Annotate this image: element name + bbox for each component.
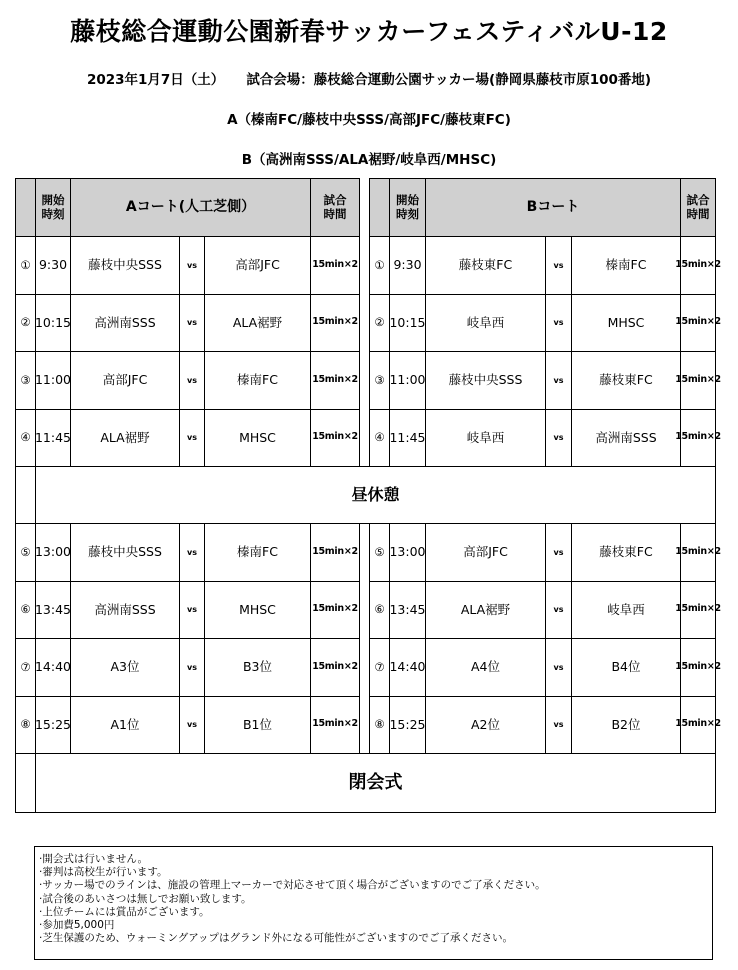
match-number-b-text: ⑤ (374, 544, 385, 559)
vs-label-b (545, 696, 572, 755)
vs-label-b (545, 409, 572, 468)
match-number-b-text: ⑥ (374, 602, 385, 617)
match-format-a (310, 409, 360, 468)
match-format-a-text: 15min×2 (312, 373, 358, 385)
match-number-b (369, 581, 390, 640)
away-team-b (571, 409, 681, 468)
vs-label-b (545, 581, 572, 640)
match-format-a (310, 294, 360, 353)
home-team-b-text: 高部JFC (463, 544, 508, 560)
vs-label-a-text: vs (187, 433, 197, 443)
match-format-a-text: 15min×2 (312, 718, 358, 730)
match-time-b (389, 696, 426, 755)
home-team-b (425, 409, 546, 468)
home-team-a (70, 638, 180, 697)
match-number-b (369, 236, 390, 295)
match-time-a-text: 11:00 (34, 372, 72, 388)
match-format-a-text: 15min×2 (312, 316, 358, 328)
away-team-b (571, 696, 681, 755)
home-team-b (425, 523, 546, 582)
match-time-b-text: 11:45 (389, 429, 426, 445)
note-line: ·審判は高校生が行います。 (39, 866, 168, 879)
home-team-a (70, 236, 180, 295)
group-b-teams: B（高洲南SSS/ALA裾野/岐阜西/MHSC) (241, 152, 497, 168)
match-number-a (15, 581, 36, 640)
match-number-a-text: ⑧ (20, 717, 31, 732)
match-format-b-text: 15min×2 (675, 603, 721, 615)
away-team-b-text: 榛南FC (605, 257, 647, 273)
match-number-b (369, 638, 390, 697)
home-team-a (70, 581, 180, 640)
match-format-b (675, 696, 721, 755)
match-number-b-text: ① (374, 257, 385, 272)
closing-ceremony (35, 753, 716, 813)
away-team-a-text: 榛南FC (237, 544, 278, 560)
match-format-b-text: 15min×2 (675, 545, 721, 557)
match-number-a (15, 351, 36, 410)
home-team-b (425, 581, 546, 640)
vs-label-a (179, 523, 205, 582)
home-team-a (70, 409, 180, 468)
match-format-b (675, 294, 721, 353)
match-time-b-text: 13:00 (389, 544, 426, 560)
away-team-b-text: MHSC (607, 314, 645, 330)
match-number-b (369, 696, 390, 755)
vs-label-a-text: vs (187, 547, 197, 557)
vs-label-a (179, 638, 205, 697)
vs-label-b-text: vs (553, 605, 564, 615)
match-number-b-text: ④ (374, 430, 385, 445)
vs-label-a-text: vs (187, 375, 197, 385)
event-info (0, 68, 738, 88)
header-duration-a (310, 178, 360, 237)
match-time-a (35, 696, 71, 755)
vs-label-a (179, 409, 205, 468)
match-format-a (310, 236, 360, 295)
home-team-a-text: ALA裾野 (100, 429, 150, 445)
header-court-b-text: Bコート (526, 199, 580, 216)
match-time-b (389, 638, 426, 697)
vs-label-b (545, 523, 572, 582)
away-team-b (571, 294, 681, 353)
match-format-a-text: 15min×2 (312, 660, 358, 672)
note-line: ·開会式は行いません。 (39, 853, 148, 865)
vs-label-b-text: vs (553, 720, 564, 730)
vs-label-a (179, 236, 205, 295)
away-team-b (571, 236, 681, 295)
match-format-b-text: 15min×2 (675, 316, 721, 328)
header-start-time-a-text: 開始 時刻 (41, 193, 65, 221)
match-number-a-text: ① (20, 257, 31, 272)
vs-label-a-text: vs (187, 260, 197, 270)
away-team-b-text: 岐阜西 (607, 601, 645, 617)
match-number-b-text: ⑧ (374, 717, 385, 732)
vs-label-b-text: vs (553, 662, 564, 672)
match-time-b (389, 351, 426, 410)
home-team-b-text: A2位 (470, 716, 500, 732)
match-time-a (35, 638, 71, 697)
match-format-a (310, 523, 360, 582)
away-team-a (204, 581, 311, 640)
lunch-blank-cell (15, 466, 36, 524)
away-team-b-text: B4位 (611, 659, 641, 675)
match-format-a-text: 15min×2 (312, 603, 358, 615)
home-team-a-text: A3位 (110, 659, 140, 675)
match-time-a-text: 14:40 (34, 659, 72, 675)
vs-label-b-text: vs (553, 318, 564, 328)
header-start-time-b-text: 開始 時刻 (396, 193, 419, 221)
match-number-b-text: ⑦ (374, 659, 385, 674)
match-number-a (15, 409, 36, 468)
match-format-b (675, 523, 721, 582)
event-date: 2023年1月7日（土） (86, 72, 225, 88)
match-format-a-text: 15min×2 (312, 545, 358, 557)
vs-label-b (545, 236, 572, 295)
home-team-b-text: 岐阜西 (466, 429, 505, 445)
header-court-a-text: Aコート(人工芝側） (125, 199, 256, 216)
match-format-b-text: 15min×2 (675, 660, 721, 672)
notes-box (34, 846, 713, 960)
match-number-b-text: ③ (374, 372, 385, 387)
vs-label-a (179, 581, 205, 640)
away-team-a-text: B1位 (242, 716, 273, 732)
match-time-b-text: 10:15 (389, 314, 426, 330)
home-team-a (70, 294, 180, 353)
match-time-b (389, 581, 426, 640)
match-time-a-text: 15:25 (34, 716, 72, 732)
away-team-b-text: 高洲南SSS (595, 429, 657, 445)
vs-label-b (545, 294, 572, 353)
match-time-b (389, 294, 426, 353)
match-format-b-text: 15min×2 (675, 718, 721, 730)
home-team-b (425, 696, 546, 755)
away-team-b-text: 藤枝東FC (599, 372, 653, 388)
note-line: ·サッカー場でのラインは、施設の管理上マーカーで対応させて頂く場合がございますのでご了承ください。 (39, 879, 546, 892)
away-team-a-text: MHSC (239, 601, 276, 617)
vs-label-b (545, 351, 572, 410)
match-number-a-text: ⑥ (20, 602, 31, 617)
home-team-a (70, 523, 180, 582)
away-team-b (571, 351, 681, 410)
vs-label-a (179, 294, 205, 353)
home-team-b (425, 638, 546, 697)
match-time-a-text: 11:45 (34, 429, 72, 445)
match-format-a-text: 15min×2 (312, 258, 358, 270)
match-format-a (310, 638, 360, 697)
away-team-a (204, 294, 311, 353)
match-time-a (35, 294, 71, 353)
home-team-b-text: A4位 (470, 659, 500, 675)
away-team-a-text: B3位 (242, 659, 273, 675)
home-team-a-text: 藤枝中央SSS (88, 544, 162, 560)
header-duration-b (680, 178, 716, 237)
match-format-a-text: 15min×2 (312, 431, 358, 443)
match-time-a-text: 9:30 (38, 257, 68, 273)
vs-label-a-text: vs (187, 720, 197, 730)
match-number-b-text: ② (374, 315, 385, 330)
schedule-table (15, 178, 721, 813)
away-team-b-text: B2位 (611, 716, 641, 732)
match-format-a (310, 351, 360, 410)
match-number-b (369, 409, 390, 468)
match-number-a-text: ⑦ (20, 659, 31, 674)
away-team-a (204, 696, 311, 755)
lunch-break-text: 昼休憩 (351, 484, 400, 504)
match-number-a (15, 638, 36, 697)
match-number-a-text: ③ (20, 372, 31, 387)
match-time-a (35, 581, 71, 640)
page-title: 藤枝総合運動公園新春サッカーフェスティバルU-12 (70, 17, 668, 46)
home-team-b-text: 藤枝中央SSS (448, 372, 523, 388)
match-format-b (675, 351, 721, 410)
vs-label-a-text: vs (187, 662, 197, 672)
away-team-b-text: 藤枝東FC (599, 544, 653, 560)
match-format-a (310, 581, 360, 640)
match-time-b-text: 14:40 (389, 659, 426, 675)
home-team-a-text: 高洲南SSS (94, 314, 156, 330)
note-line: ·上位チームには賞品がございます。 (39, 905, 210, 918)
event-venue: 試合会場：藤枝総合運動公園サッカー場(静岡県藤枝市原100番地) (246, 72, 652, 88)
away-team-a-text: ALA裾野 (232, 314, 283, 330)
vs-label-b-text: vs (553, 433, 564, 443)
home-team-b (425, 294, 546, 353)
header-blank-a (15, 178, 36, 237)
match-time-b-text: 13:45 (389, 601, 426, 617)
header-court-b (425, 178, 681, 237)
home-team-b-text: ALA裾野 (460, 601, 511, 617)
away-team-a-text: 高部JFC (235, 257, 280, 273)
home-team-b-text: 岐阜西 (466, 314, 505, 330)
match-format-b-text: 15min×2 (675, 373, 721, 385)
away-team-b (571, 581, 681, 640)
header-blank-b (369, 178, 390, 237)
match-number-a (15, 523, 36, 582)
match-time-a-text: 10:15 (34, 314, 72, 330)
away-team-b (571, 638, 681, 697)
home-team-a-text: A1位 (110, 716, 140, 732)
match-number-a (15, 696, 36, 755)
match-number-a (15, 294, 36, 353)
vs-label-b-text: vs (553, 375, 564, 385)
match-time-a (35, 236, 71, 295)
match-time-b (389, 523, 426, 582)
away-team-a (204, 351, 311, 410)
vs-label-a (179, 351, 205, 410)
header-start-time-b (389, 178, 426, 237)
home-team-a (70, 696, 180, 755)
match-format-b (675, 236, 721, 295)
match-time-a (35, 351, 71, 410)
match-format-b (675, 409, 721, 468)
closing-blank-cell (15, 753, 36, 813)
match-time-b-text: 15:25 (389, 716, 426, 732)
home-team-b (425, 236, 546, 295)
match-number-a-text: ② (20, 315, 31, 330)
away-team-b (571, 523, 681, 582)
away-team-a (204, 236, 311, 295)
match-time-b-text: 11:00 (389, 372, 426, 388)
note-line: ·参加費5,000円 (39, 919, 115, 932)
header-duration-b-text: 試合 時間 (686, 193, 710, 221)
header-court-a (70, 178, 311, 237)
vs-label-b-text: vs (553, 260, 564, 270)
home-team-b-text: 藤枝東FC (458, 257, 513, 273)
vs-label-b (545, 638, 572, 697)
match-time-a-text: 13:45 (34, 601, 72, 617)
match-time-b (389, 409, 426, 468)
match-time-a-text: 13:00 (34, 544, 72, 560)
match-time-a (35, 523, 71, 582)
home-team-a-text: 高洲南SSS (94, 601, 156, 617)
home-team-a-text: 藤枝中央SSS (88, 257, 162, 273)
away-team-a (204, 523, 311, 582)
home-team-b (425, 351, 546, 410)
away-team-a-text: 榛南FC (237, 372, 278, 388)
vs-label-a-text: vs (187, 318, 197, 328)
home-team-a (70, 351, 180, 410)
match-number-b (369, 523, 390, 582)
vs-label-a-text: vs (187, 605, 197, 615)
vs-label-b-text: vs (553, 547, 564, 557)
match-format-b (675, 638, 721, 697)
group-a-teams: A（榛南FC/藤枝中央SSS/高部JFC/藤枝東FC) (227, 112, 511, 128)
match-number-b (369, 351, 390, 410)
match-format-a (310, 696, 360, 755)
match-number-a-text: ④ (20, 430, 31, 445)
lunch-break (35, 466, 716, 524)
away-team-a (204, 638, 311, 697)
match-time-b (389, 236, 426, 295)
away-team-a-text: MHSC (239, 429, 276, 445)
match-number-a (15, 236, 36, 295)
note-line: ·芝生保護のため、ウォーミングアップはグランド外になる可能性がございますのでご了承ください。 (39, 932, 514, 945)
match-format-b-text: 15min×2 (675, 431, 721, 443)
match-format-b-text: 15min×2 (675, 258, 721, 270)
header-start-time-a (35, 178, 71, 237)
vs-label-a (179, 696, 205, 755)
header-duration-a-text: 試合 時間 (323, 193, 347, 221)
match-number-b (369, 294, 390, 353)
match-time-b-text: 9:30 (393, 257, 422, 273)
match-time-a (35, 409, 71, 468)
home-team-a-text: 高部JFC (102, 372, 148, 388)
match-number-a-text: ⑤ (20, 544, 31, 559)
match-format-b (675, 581, 721, 640)
away-team-a (204, 409, 311, 468)
note-line: ·試合後のあいさつは無しでお願い致します。 (39, 892, 252, 905)
closing-ceremony-text: 閉会式 (348, 771, 403, 793)
